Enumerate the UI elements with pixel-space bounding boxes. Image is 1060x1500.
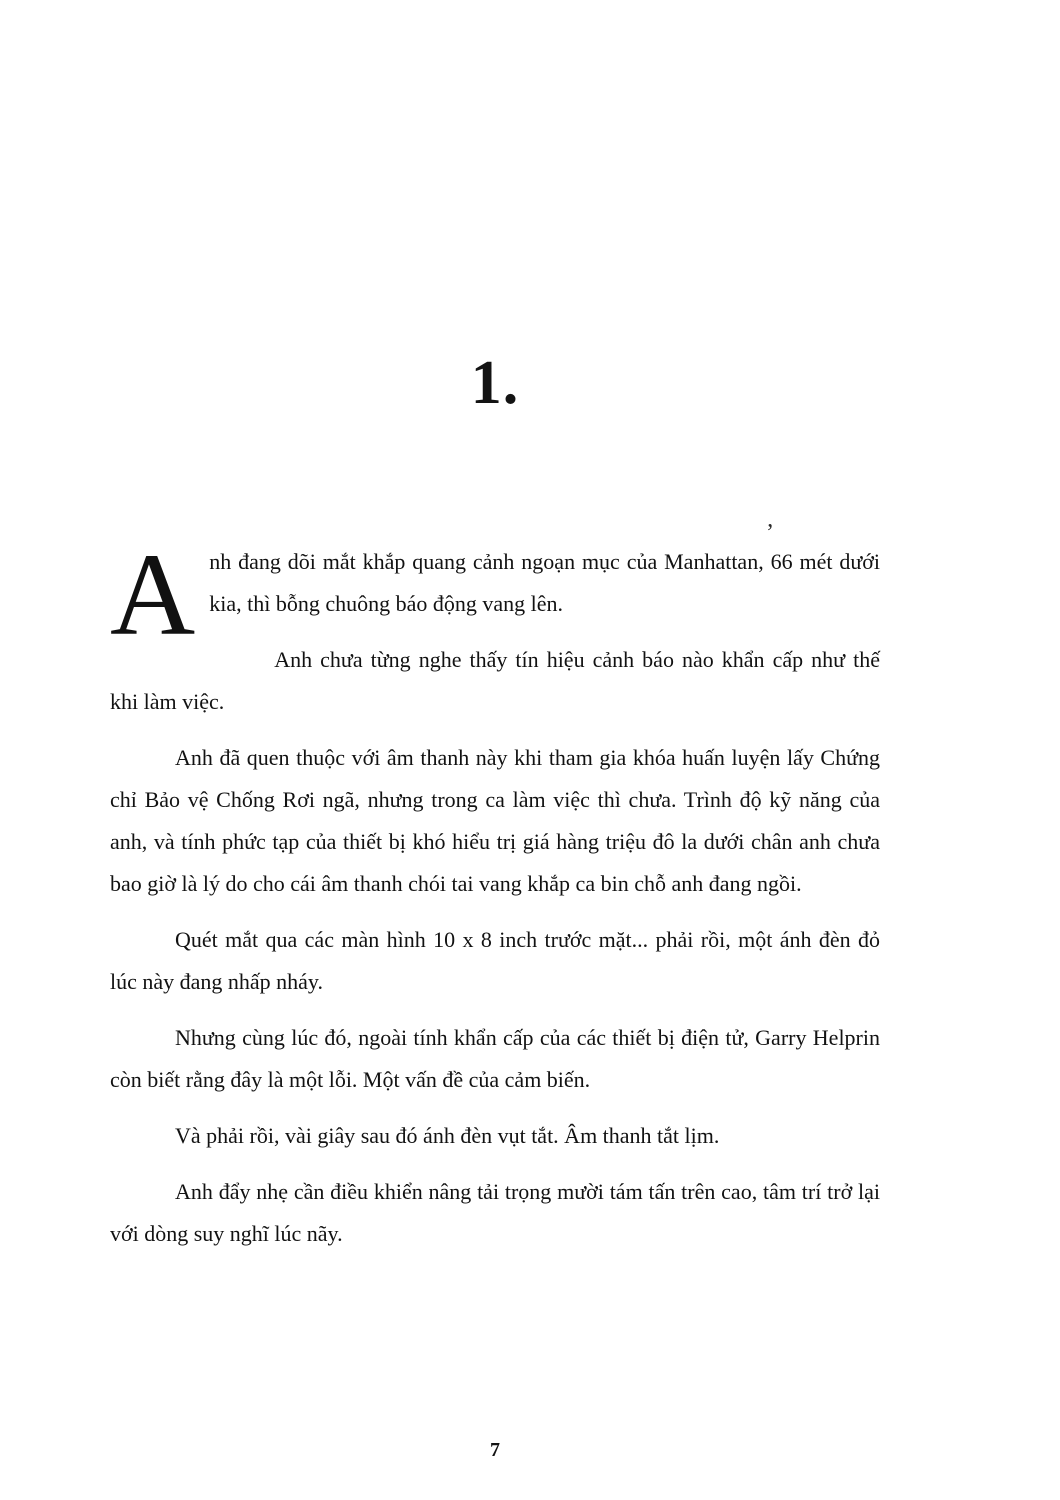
- paragraph: Anh chưa từng nghe thấy tín hiệu cảnh báo nào khẩn cấp như thế khi làm việc.: [110, 647, 880, 714]
- drop-cap: A: [110, 529, 196, 660]
- chapter-number: 1.: [470, 349, 520, 417]
- paragraph: Nhưng cùng lúc đó, ngoài tính khẩn cấp của các thiết bị điện tử, Garry Helprin còn biết rằng đây là một lỗi. Một vấn đề của cảm biến.: [110, 1025, 880, 1092]
- paragraph: Anh đã quen thuộc với âm thanh này khi tham gia khóa huấn luyện lấy Chứng chỉ Bảo vệ Chống Rơi ngã, nhưng trong ca làm việc thì chưa. Trình độ kỹ năng của anh, và tính phức tạp của thiết bị khó hiểu trị giá hàng triệu đô la dưới chân anh chưa bao giờ là lý do cho cái âm thanh chói tai vang khắp ca bin chỗ anh đang ngồi.: [110, 745, 880, 896]
- paragraph: Anh đẩy nhẹ cần điều khiển nâng tải trọng mười tám tấn trên cao, tâm trí trở lại với dòng suy nghĩ lúc nãy.: [110, 1179, 880, 1246]
- paragraph: Và phải rồi, vài giây sau đó ánh đèn vụt tắt. Âm thanh tắt lịm.: [175, 1123, 720, 1148]
- stray-mark: ’: [766, 520, 774, 546]
- body-text: [110, 529, 880, 1269]
- page-number: 7: [490, 1439, 500, 1461]
- paragraph: Quét mắt qua các màn hình 10 x 8 inch trước mặt... phải rồi, một ánh đèn đỏ lúc này đang nhấp nháy.: [110, 927, 880, 994]
- paragraph: Anh đang dõi mắt khắp quang cảnh ngoạn mục của Manhattan, 66 mét dưới kia, thì bỗng chuông báo động vang lên.: [110, 529, 880, 660]
